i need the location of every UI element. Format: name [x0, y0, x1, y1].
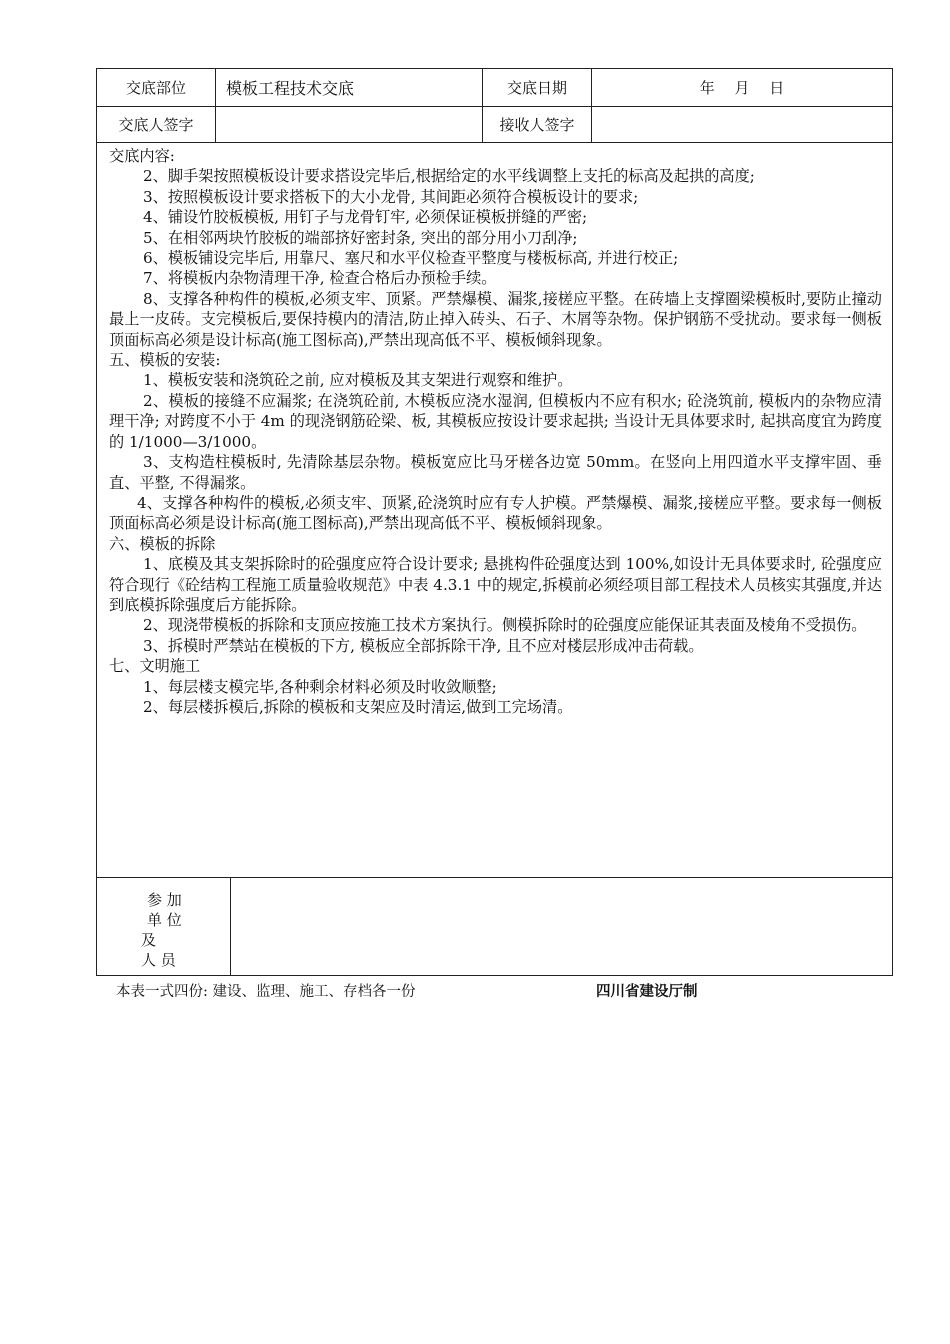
participants-label-line: 单 位 [147, 911, 182, 929]
participants-row [97, 878, 892, 975]
section-item: 3、支构造柱模板时, 先清除基层杂物。模板宽应比马牙槎各边宽 50mm。在竖向上用四道水平支撑牢固、垂直、平整, 不得漏浆。 [109, 453, 882, 492]
content-item: 2、脚手架按照模板设计要求搭设完毕后,根据给定的水平线调整上支托的标高及起拱的高度; [143, 167, 755, 186]
content-item: 5、在相邻两块竹胶板的端部挤好密封条, 突出的部分用小刀刮净; [143, 228, 578, 247]
dept-value: 模板工程技术交底 [216, 69, 483, 106]
receiver-value [592, 107, 892, 142]
section-title: 六、模板的拆除 [109, 534, 216, 553]
content-item: 7、将模板内杂物清理干净, 检查合格后办预检手续。 [143, 269, 497, 288]
section-item: 1、模板安装和浇筑砼之前, 应对模板及其支架进行观察和维护。 [143, 371, 573, 390]
participants-label-line: 人 员 [141, 951, 176, 969]
section-item: 1、底模及其支架拆除时的砼强度应符合设计要求; 悬挑构件砼强度达到 100%,如设计无具体要求时, 砼强度应符合现行《砼结构工程施工质量验收规范》中表 4.3.1 中的规定,拆模前必须经项目部工程技术人员核实其强度,并达到底模拆除强度后方能拆除。 [109, 555, 882, 614]
content-item: 8、支撑各种构件的模板,必须支牢、顶紧。严禁爆模、漏浆,接槎应平整。在砖墙上支撑圈梁模板时,要防止撞动最上一皮砖。支完模板后,要保持模内的清洁,防止掉入砖头、石子、木屑等杂物。保护钢筋不受扰动。要求每一侧板顶面标高必须是设计标高(施工图标高),严禁出现高低不平、模板倾斜现象。 [109, 289, 882, 349]
section-item: 1、每层楼支模完毕,各种剩余材料必须及时收敛顺整; [143, 677, 497, 696]
date-value: 年 月 日 [699, 79, 785, 97]
date-label: 交底日期 [483, 69, 592, 106]
section-item: 2、现浇带模板的拆除和支顶应按施工技术方案执行。侧模拆除时的砼强度应能保证其表面及棱角不受损伤。 [143, 616, 867, 635]
copies-note: 本表一式四份: 建设、监理、施工、存档各一份 [116, 984, 416, 1000]
signer-value [216, 107, 483, 142]
participants-label-line: 参 加 [147, 891, 182, 909]
content-item: 4、铺设竹胶板模板, 用钉子与龙骨钉牢, 必须保证模板拼缝的严密; [143, 208, 588, 227]
issuing-org: 四川省建设厅制 [596, 984, 698, 1000]
participants-value [231, 878, 892, 975]
participants-label-line: 及 [141, 931, 157, 949]
content-title: 交底内容: [109, 147, 175, 165]
section-item: 3、拆模时严禁站在模板的下方, 模板应全部拆除干净, 且不应对楼层形成冲击荷载。 [143, 636, 704, 655]
disclosure-form [96, 68, 893, 976]
receiver-label: 接收人签字 [483, 107, 592, 142]
participants-label [97, 878, 231, 975]
section-title: 七、文明施工 [109, 657, 201, 676]
content-item: 3、按照模板设计要求搭板下的大小龙骨, 其间距必须符合模板设计的要求; [143, 187, 639, 206]
header-row-2 [97, 107, 892, 143]
header-row-1 [97, 69, 892, 107]
dept-label: 交底部位 [97, 69, 216, 106]
section-item: 2、模板的接缝不应漏浆; 在浇筑砼前, 木模板应浇水湿润, 但模板内不应有积水; 砼浇筑前, 模板内的杂物应清理干净; 对跨度不小于 4m 的现浇钢筋砼梁、板, 其模板应按设计要求起拱; 当设计无具体要求时, 起拱高度宜为跨度的 1/1000—3/1000。 [109, 391, 882, 451]
content-item: 6、模板铺设完毕后, 用靠尺、塞尺和水平仪检查平整度与楼板标高, 并进行校正; [143, 249, 679, 268]
section-title: 五、模板的安装: [109, 351, 221, 370]
signer-label: 交底人签字 [97, 107, 216, 142]
section-item: 4、支撑各种构件的模板,必须支牢、顶紧,砼浇筑时应有专人护模。严禁爆模、漏浆,接槎应平整。要求每一侧板顶面标高必须是设计标高(施工图标高),严禁出现高低不平、模板倾斜现象。 [109, 493, 882, 533]
disclosure-content [97, 143, 892, 878]
section-item: 2、每层楼拆模后,拆除的模板和支架应及时清运,做到工完场清。 [143, 697, 573, 716]
